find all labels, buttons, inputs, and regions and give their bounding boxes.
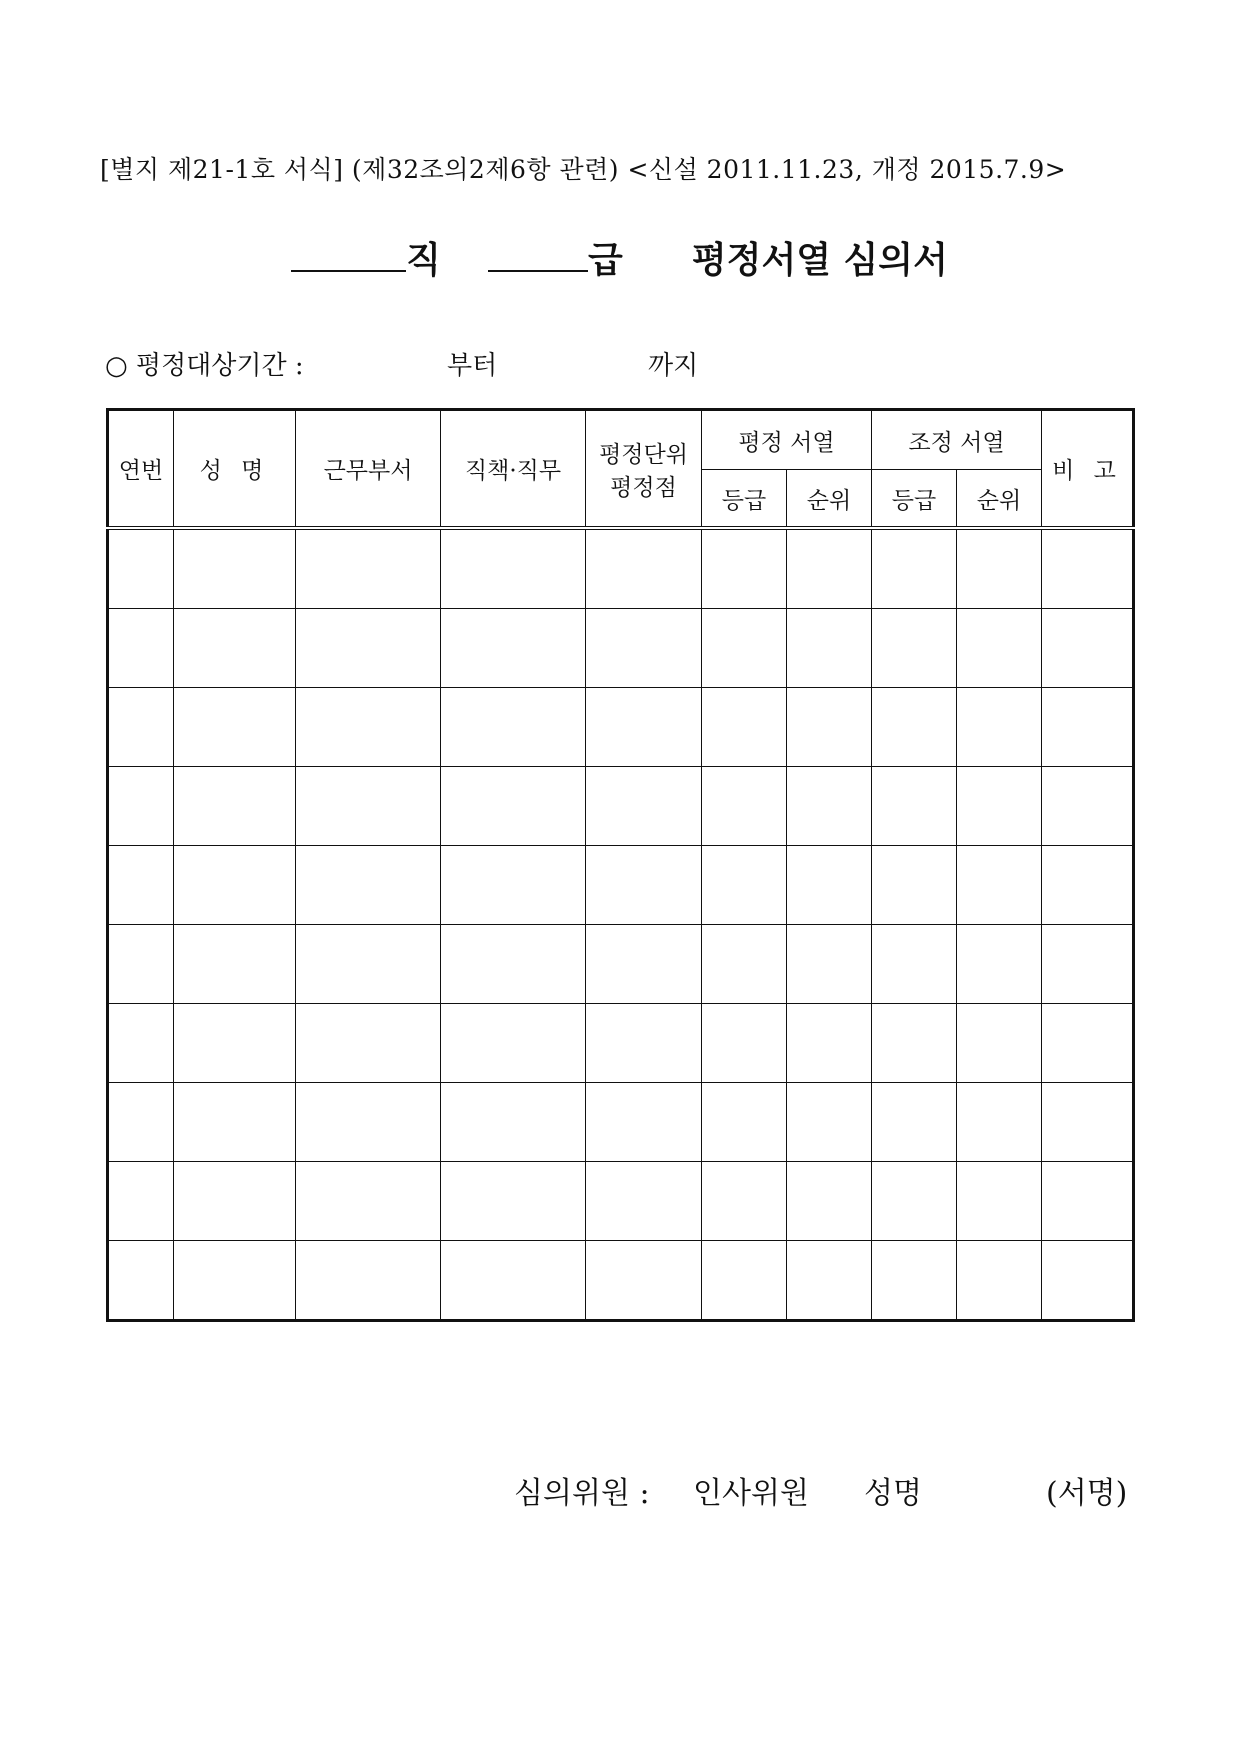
cell-dept[interactable] [296,1162,441,1241]
cell-remarks[interactable] [1042,1004,1134,1083]
table-row [108,1241,1134,1321]
header-dept: 근무부서 [296,410,441,529]
cell-name[interactable] [174,1241,296,1321]
cell-adj-order[interactable] [957,688,1042,767]
cell-adj-order[interactable] [957,528,1042,609]
cell-name[interactable] [174,1004,296,1083]
cell-name[interactable] [174,767,296,846]
grade-blank[interactable] [488,240,588,272]
title-part-job: 직 [406,240,441,281]
cell-dept[interactable] [296,925,441,1004]
cell-adj-order[interactable] [957,1004,1042,1083]
cell-adj-order[interactable] [957,1241,1042,1321]
signature-name-label: 성명 [864,1476,922,1511]
cell-adj-grade[interactable] [872,1162,957,1241]
cell-eval-grade[interactable] [702,1162,787,1241]
header-eval-grade: 등급 [702,470,787,529]
cell-dept[interactable] [296,846,441,925]
cell-eval-order[interactable] [787,1162,872,1241]
table-row [108,925,1134,1004]
cell-dept[interactable] [296,1083,441,1162]
cell-dept[interactable] [296,609,441,688]
cell-seq[interactable] [108,688,174,767]
cell-eval-order[interactable] [787,1241,872,1321]
header-eval-order: 순위 [787,470,872,529]
cell-adj-grade[interactable] [872,1241,957,1321]
cell-eval-order[interactable] [787,1083,872,1162]
cell-position[interactable] [441,688,586,767]
job-type-blank[interactable] [291,240,406,272]
table-body [108,528,1134,1321]
cell-eval-grade[interactable] [702,1004,787,1083]
cell-seq[interactable] [108,609,174,688]
header-eval-rank: 평정 서열 [702,410,872,470]
cell-seq[interactable] [108,1004,174,1083]
cell-eval-order[interactable] [787,688,872,767]
title-part-grade: 급 [588,240,623,281]
cell-eval-order[interactable] [787,528,872,609]
cell-position[interactable] [441,1083,586,1162]
table-row [108,528,1134,609]
header-seq: 연번 [108,410,174,529]
cell-eval-grade[interactable] [702,609,787,688]
cell-adj-order[interactable] [957,1162,1042,1241]
cell-eval-order[interactable] [787,1004,872,1083]
cell-position[interactable] [441,767,586,846]
table-row [108,1162,1134,1241]
cell-remarks[interactable] [1042,688,1134,767]
table-row [108,609,1134,688]
cell-position[interactable] [441,925,586,1004]
cell-eval-grade[interactable] [702,1241,787,1321]
cell-eval-order[interactable] [787,925,872,1004]
cell-name[interactable] [174,846,296,925]
cell-unit-score[interactable] [586,1162,702,1241]
cell-eval-grade[interactable] [702,688,787,767]
cell-adj-grade[interactable] [872,767,957,846]
form-header: [별지 제21-1호 서식] (제32조의2제6항 관련) <신설 2011.11.23, 개정 2015.7.9> [100,155,1067,184]
period-from: 부터 [447,351,498,381]
header-name: 성 명 [174,410,296,529]
cell-name[interactable] [174,1162,296,1241]
signature-sign-label[interactable]: (서명) [1046,1476,1128,1511]
cell-seq[interactable] [108,846,174,925]
cell-eval-grade[interactable] [702,925,787,1004]
ranking-table [106,408,1135,1322]
cell-dept[interactable] [296,1241,441,1321]
cell-position[interactable] [441,528,586,609]
period-to: 까지 [648,351,699,381]
cell-remarks[interactable] [1042,1083,1134,1162]
cell-remarks[interactable] [1042,528,1134,609]
cell-eval-grade[interactable] [702,528,787,609]
cell-adj-grade[interactable] [872,609,957,688]
cell-dept[interactable] [296,1004,441,1083]
table-row [108,688,1134,767]
cell-name[interactable] [174,925,296,1004]
cell-dept[interactable] [296,688,441,767]
cell-unit-score[interactable] [586,1004,702,1083]
cell-name[interactable] [174,528,296,609]
header-unit-score [586,410,702,529]
title-part-main: 평정서열 심의서 [691,240,948,281]
cell-seq[interactable] [108,1241,174,1321]
cell-adj-grade[interactable] [872,528,957,609]
cell-adj-grade[interactable] [872,925,957,1004]
cell-name[interactable] [174,609,296,688]
cell-name[interactable] [174,688,296,767]
cell-dept[interactable] [296,528,441,609]
cell-adj-order[interactable] [957,925,1042,1004]
signature-role: 인사위원 [693,1476,809,1511]
period-label: ○ 평정대상기간 : [105,351,304,381]
header-unit-score-line2: 평정점 [610,474,677,501]
table-row [108,767,1134,846]
cell-adj-grade[interactable] [872,1004,957,1083]
cell-adj-order[interactable] [957,1083,1042,1162]
cell-eval-order[interactable] [787,846,872,925]
cell-position[interactable] [441,846,586,925]
cell-unit-score[interactable] [586,846,702,925]
cell-remarks[interactable] [1042,846,1134,925]
cell-unit-score[interactable] [586,688,702,767]
cell-position[interactable] [441,1162,586,1241]
cell-position[interactable] [441,609,586,688]
header-adj-grade: 등급 [872,470,957,529]
cell-position[interactable] [441,1241,586,1321]
cell-unit-score[interactable] [586,528,702,609]
cell-remarks[interactable] [1042,1162,1134,1241]
table-row [108,1083,1134,1162]
table-row [108,846,1134,925]
cell-dept[interactable] [296,767,441,846]
cell-eval-grade[interactable] [702,767,787,846]
header-adj-rank: 조정 서열 [872,410,1042,470]
header-remarks: 비 고 [1042,410,1134,529]
page-title [0,232,1239,283]
cell-adj-grade[interactable] [872,846,957,925]
header-position: 직책·직무 [441,410,586,529]
cell-seq[interactable] [108,925,174,1004]
cell-adj-order[interactable] [957,767,1042,846]
header-unit-score-line1: 평정단위 [599,441,688,468]
cell-unit-score[interactable] [586,1241,702,1321]
cell-adj-order[interactable] [957,609,1042,688]
cell-adj-order[interactable] [957,846,1042,925]
cell-seq[interactable] [108,1083,174,1162]
cell-position[interactable] [441,1004,586,1083]
cell-adj-grade[interactable] [872,1083,957,1162]
cell-adj-grade[interactable] [872,688,957,767]
cell-unit-score[interactable] [586,609,702,688]
cell-unit-score[interactable] [586,767,702,846]
cell-remarks[interactable] [1042,767,1134,846]
cell-unit-score[interactable] [586,1083,702,1162]
cell-remarks[interactable] [1042,925,1134,1004]
header-adj-order: 순위 [957,470,1042,529]
cell-seq[interactable] [108,767,174,846]
signature-label: 심의위원 : [514,1476,650,1511]
table-row [108,1004,1134,1083]
cell-seq[interactable] [108,528,174,609]
cell-eval-order[interactable] [787,767,872,846]
cell-seq[interactable] [108,1162,174,1241]
cell-name[interactable] [174,1083,296,1162]
cell-remarks[interactable] [1042,609,1134,688]
cell-remarks[interactable] [1042,1241,1134,1321]
cell-eval-order[interactable] [787,609,872,688]
cell-unit-score[interactable] [586,925,702,1004]
cell-eval-grade[interactable] [702,846,787,925]
cell-eval-grade[interactable] [702,1083,787,1162]
